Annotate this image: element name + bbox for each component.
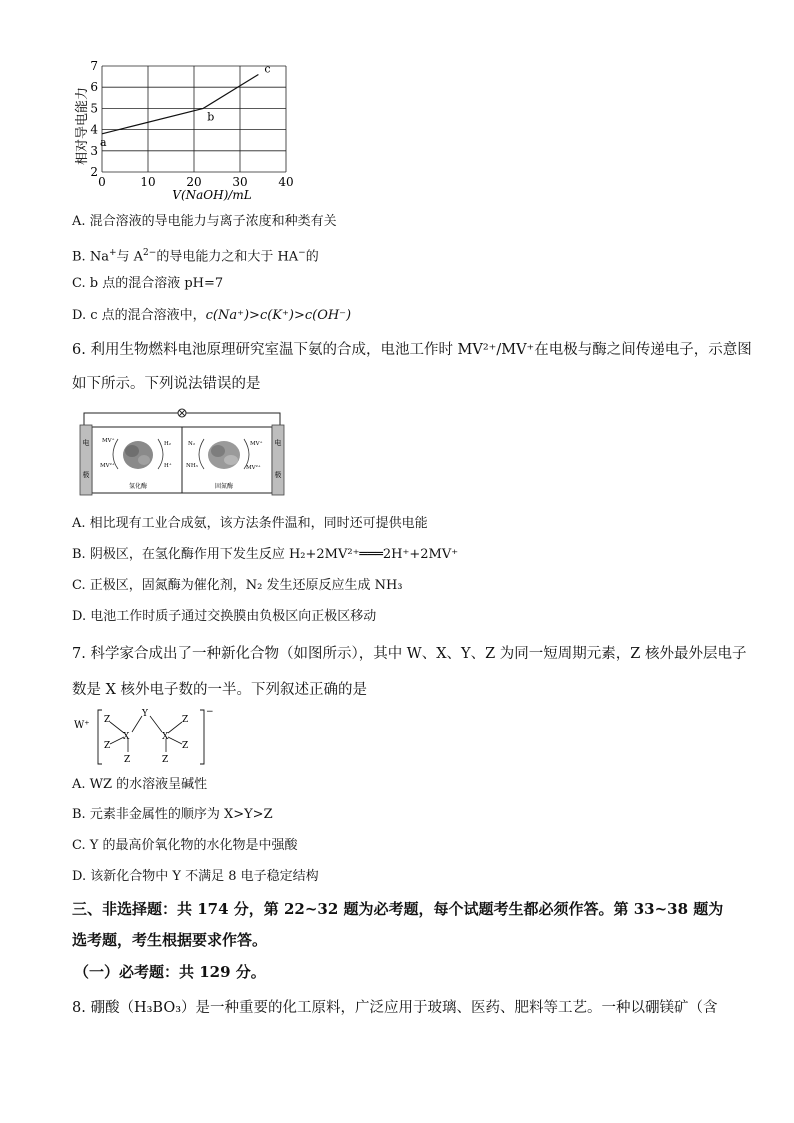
right-electrode (272, 425, 284, 495)
x-tick-label-1: 10 (140, 175, 156, 189)
atom-y: Y (142, 709, 148, 719)
section-title-line2: 选考题，考生根据要求作答。 (72, 931, 268, 949)
section-title-line1: 三、非选择题：共 174 分，第 22~32 题为必考题，每个试题考生都必须作答。第 33~38 题为 (72, 900, 724, 918)
section-subtitle: （一）必考题：共 129 分。 (74, 963, 266, 981)
nitrogenase-enzyme-icon (208, 441, 240, 469)
q7-stem-line2: 数是 X 核外电子数的一半。下列叙述正确的是 (72, 682, 368, 698)
q7-option-d: D. 该新化合物中 Y 不满足 8 电子稳定结构 (72, 869, 319, 884)
q5-b-text-4: 的 (305, 249, 319, 265)
right-label-mv-2plus: MV²⁺ (246, 465, 261, 471)
y-tick-label-0: 2 (90, 165, 98, 179)
conductivity-chart (72, 58, 312, 208)
x-tick-label-0: 0 (98, 175, 106, 189)
q5-b-sup-1: + (108, 248, 117, 258)
left-electrode-label-1: 电 (82, 439, 90, 447)
left-label-mv-plus: MV⁺ (102, 438, 115, 444)
x-tick-label-3: 30 (232, 175, 248, 189)
compound-structure-diagram (72, 706, 222, 768)
q5-b-text-3: 的导电能力之和大于 HA (156, 249, 299, 265)
q5-option-b (72, 244, 319, 266)
chart-xticks (98, 175, 293, 189)
right-label-nh3: NH₃ (186, 463, 198, 469)
q5-d-expression: c(Na⁺)>c(K⁺)>c(OH⁻) (205, 308, 352, 323)
right-bracket (200, 710, 204, 764)
y-tick-label-4: 6 (90, 80, 98, 95)
q8-stem: 8. 硼酸（H₃BO₃）是一种重要的化工原料，广泛应用于玻璃、医药、肥料等工艺。一种以硼镁矿（含 (72, 1000, 718, 1016)
atom-z-6: Z (162, 755, 169, 765)
left-electrode (80, 425, 92, 495)
chart-xlabel: V(NaOH)/mL (172, 188, 252, 202)
q5-d-text: D. c 点的混合溶液中， (72, 308, 206, 323)
q6-option-d: D. 电池工作时质子通过交换膜由负极区向正极区移动 (72, 609, 377, 624)
q7-option-c: C. Y 的最高价氧化物的水化物是中强酸 (72, 838, 298, 853)
right-label-mv-plus: MV⁺ (250, 441, 263, 447)
x-tick-label-2: 20 (186, 175, 202, 189)
q7-stem-line1: 7. 科学家合成出了一种新化合物（如图所示），其中 W、X、Y、Z 为同一短周期元素，Z 核外最外层电子 (72, 646, 747, 662)
left-electrode-label-2: 极 (82, 471, 90, 479)
chart-grid (102, 66, 286, 172)
x-tick-label-4: 40 (278, 175, 294, 189)
fuel-cell-diagram (74, 405, 290, 497)
hydrogenase-enzyme-icon (123, 441, 153, 469)
q6-option-b: B. 阴极区，在氢化酶作用下发生反应 H₂+2MV²⁺═══2H⁺+2MV⁺ (72, 547, 459, 562)
bonds (110, 716, 182, 752)
q6-option-c: C. 正极区，固氮酶为催化剂，N₂ 发生还原反应生成 NH₃ (72, 578, 403, 593)
right-electrode-label-1: 电 (274, 439, 282, 447)
q6-option-a: A. 相比现有工业合成氨，该方法条件温和，同时还可提供电能 (72, 516, 428, 531)
chart-ylabel: 相对导电能力 (75, 86, 90, 166)
left-label-h-plus: H⁺ (164, 463, 172, 469)
atom-x-2: X (162, 732, 169, 742)
atom-z-2: Z (104, 741, 111, 751)
q5-b-text-2: 与 A (116, 249, 144, 265)
chart-point-labels (100, 62, 271, 148)
right-label-n2: N₂ (188, 441, 196, 447)
atom-z-4: Z (182, 715, 189, 725)
chart-series-line (102, 74, 258, 133)
q5-option-c: C. b 点的混合溶液 pH=7 (72, 276, 224, 291)
anion-charge: − (206, 707, 214, 717)
point-label-c: c (264, 62, 271, 76)
atom-z-3: Z (124, 755, 131, 765)
q5-option-d (72, 307, 351, 325)
q5-option-a: A. 混合溶液的导电能力与离子浓度和种类有关 (72, 214, 337, 229)
atom-z-1: Z (104, 715, 111, 725)
q6-stem-line2: 如下所示。下列说法错误的是 (72, 376, 261, 392)
atom-x-1: X (123, 732, 130, 742)
y-tick-label-5: 7 (90, 59, 98, 73)
y-tick-label-3: 5 (90, 101, 98, 116)
q7-option-a: A. WZ 的水溶液呈碱性 (72, 777, 208, 792)
right-electrode-label-2: 极 (274, 471, 282, 479)
point-label-a: a (100, 135, 107, 149)
left-label-h2: H₂ (164, 441, 172, 447)
point-label-b: b (207, 110, 215, 124)
q6-stem-line1: 6. 利用生物燃料电池原理研究室温下氨的合成，电池工作时 MV²⁺/MV⁺在电极与酶之间传递电子，示意图 (72, 342, 752, 358)
q7-option-b: B. 元素非金属性的顺序为 X>Y>Z (72, 807, 273, 822)
q5-b-sup-3: − (298, 248, 306, 258)
cation-w-plus: W⁺ (74, 720, 90, 731)
atom-z-5: Z (182, 741, 189, 751)
y-tick-label-1: 3 (90, 143, 98, 158)
chart-yticks (90, 59, 98, 179)
left-bracket (98, 710, 102, 764)
q5-b-text-1: B. Na (72, 249, 109, 265)
right-enzyme-label: 固氮酶 (214, 483, 234, 490)
left-enzyme-label: 氢化酶 (128, 483, 148, 490)
left-label-mv-2plus: MV²⁺ (100, 463, 115, 469)
lamp-icon (178, 409, 186, 417)
q5-b-sup-2: 2− (143, 248, 157, 258)
y-tick-label-2: 4 (90, 122, 98, 137)
